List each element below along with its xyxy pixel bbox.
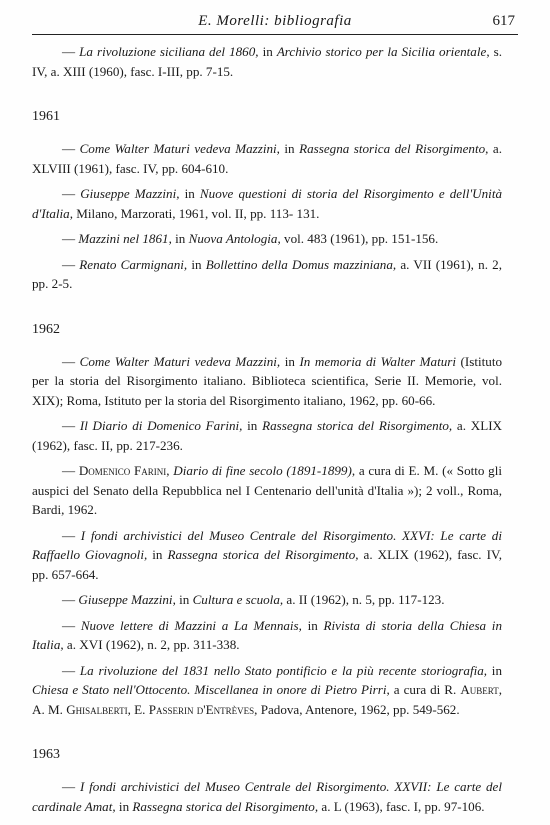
entry-title-italic: Rassegna storica del Risorgimento, bbox=[167, 547, 359, 562]
entry-text: a. VII (1961), n. 2, pp. 2-5. bbox=[32, 256, 502, 291]
entry-text: a. II (1962), n. 5, pp. 117-123. bbox=[283, 592, 445, 607]
entry-text: a. XLIX (1962), fasc. II, pp. 217-236. bbox=[32, 418, 503, 453]
running-head bbox=[32, 8, 518, 35]
year-heading: 1962 bbox=[32, 321, 60, 337]
bibliography-entry bbox=[32, 590, 502, 610]
entry-text: a. XLIX (1962), fasc. IV, pp. 657-664. bbox=[32, 547, 502, 582]
entry-title-italic: Il Diario di Domenico Farini, bbox=[79, 418, 243, 433]
entry-text: in bbox=[187, 256, 206, 272]
entry-text: — bbox=[62, 231, 79, 246]
section-1961 bbox=[32, 107, 502, 294]
entry-text: a. XVI (1962), n. 2, pp. 311-338. bbox=[63, 637, 240, 652]
entry-title-italic: Come Walter Maturi vedeva Mazzini, bbox=[79, 353, 281, 369]
entry-text: — bbox=[62, 418, 80, 433]
entry-text: , a. XLVIII (1961), fasc. IV, pp. 604-610. bbox=[32, 141, 503, 176]
running-title: E. Morelli: bibliografia bbox=[198, 13, 352, 29]
entry-text: vol. 483 (1961), pp. 151-156. bbox=[280, 231, 439, 246]
bibliography-entry bbox=[32, 526, 502, 585]
entry-text: in bbox=[147, 547, 168, 562]
entry-title-italic: Nuova Antologia, bbox=[188, 231, 281, 246]
entry-title-italic: Rassegna storica del Risorgimento bbox=[299, 141, 486, 156]
entry-title-italic: Renato Carmignani, bbox=[79, 256, 188, 272]
entry-title-italic: Rassegna storica del Risorgimento, bbox=[262, 418, 453, 433]
entry-text: — bbox=[62, 256, 80, 272]
entry-text: in bbox=[242, 418, 263, 433]
author-name: Passerin d'Entrèves bbox=[148, 701, 255, 717]
entry-title-italic: Come Walter Maturi vedeva Mazzini, bbox=[79, 141, 280, 156]
bibliography-entry bbox=[32, 42, 502, 81]
entry-text: — bbox=[62, 353, 80, 369]
author-name: Domenico Farini bbox=[78, 463, 167, 478]
bibliography-entry bbox=[32, 139, 502, 178]
entry-text: — bbox=[62, 592, 79, 607]
bibliography-body bbox=[32, 42, 502, 822]
entry-title-italic: Bollettino della Domus mazziniana, bbox=[205, 256, 397, 272]
entry-title-italic: Diario di fine secolo (1891-1899) bbox=[173, 463, 352, 478]
bibliography-entry bbox=[32, 352, 502, 411]
entry-title-italic: Mazzini nel 1861, bbox=[78, 231, 172, 246]
entry-title-italic: Nuove lettere di Mazzini a La Mennais, bbox=[80, 617, 302, 633]
entry-text: , bbox=[166, 463, 174, 478]
section-continuation bbox=[32, 42, 502, 81]
entry-text: in bbox=[280, 353, 300, 369]
entry-title-italic: Rassegna storica del Risorgimento, bbox=[132, 798, 319, 814]
entry-title-italic: Nuove questioni di storia del Risorgimento e dell'Unità d'Italia, bbox=[32, 186, 503, 221]
entry-title-italic: La rivoluzione siciliana del 1860, bbox=[79, 44, 259, 59]
bibliography-entry bbox=[32, 661, 502, 720]
entry-text: — bbox=[62, 141, 80, 156]
entry-text: , E. bbox=[127, 701, 149, 717]
entry-text: in bbox=[301, 617, 324, 633]
bibliography-entry bbox=[32, 255, 502, 294]
author-name: Ghisalberti bbox=[66, 701, 128, 717]
entry-text: — bbox=[62, 527, 81, 543]
entry-text: a. L (1963), fasc. I, pp. 97-106. bbox=[318, 798, 485, 814]
entry-text: — bbox=[62, 44, 80, 59]
entry-text: a cura di R. bbox=[389, 682, 461, 697]
page-number: 617 bbox=[492, 13, 515, 29]
entry-title-italic: Cultura e scuola, bbox=[192, 592, 284, 607]
entry-text: , A. M. bbox=[32, 682, 503, 717]
year-heading: 1963 bbox=[32, 747, 60, 762]
entry-text: (Istituto per la storia del Risorgimento italiano. Biblioteca scientifica, Serie II. Memorie, vol. XIX); Roma, Istituto per la storia del Risorgimento italiano, 1962, pp. 60-66. bbox=[32, 353, 503, 408]
bibliography-entry bbox=[32, 461, 502, 520]
bibliography-entry bbox=[32, 777, 502, 816]
author-name: Aubert bbox=[460, 682, 499, 697]
entry-text: Milano, Marzorati, 1961, vol. II, pp. 113- 131. bbox=[73, 205, 320, 221]
entry-title-italic: Giuseppe Mazzini, bbox=[78, 592, 176, 607]
entry-text: in bbox=[179, 186, 200, 201]
bibliography-entry bbox=[32, 416, 502, 455]
entry-title-italic: Chiesa e Stato nell'Ottocento. Miscellanea in onore di Pietro Pirri, bbox=[32, 682, 390, 697]
entry-title-italic: I fondi archivistici del Museo Centrale del Risorgimento. XXVII: Le carte del cardinale Amat, bbox=[32, 779, 502, 814]
entry-text: — bbox=[62, 463, 79, 478]
entry-text: in bbox=[279, 141, 300, 156]
entry-text: — bbox=[62, 617, 81, 633]
year-heading: 1961 bbox=[32, 109, 60, 124]
entry-text: in bbox=[487, 662, 502, 678]
entry-text: in bbox=[171, 231, 189, 246]
entry-title-italic: Archivio storico per la Sicilia orientale bbox=[276, 44, 487, 59]
entry-text: in bbox=[175, 592, 193, 607]
bibliography-entry bbox=[32, 184, 502, 223]
entry-text: in bbox=[258, 44, 277, 59]
entry-text: , a cura di E. M. (« Sotto gli auspici del Senato della Repubblica nel I Centenario dell'unità d'Italia »); 2 voll., Roma, Bardi, 1962. bbox=[32, 463, 503, 517]
entry-text: — bbox=[62, 662, 80, 678]
entry-text: in bbox=[115, 798, 133, 814]
section-1963 bbox=[32, 745, 502, 816]
entry-text: , s. IV, a. XIII (1960), fasc. I-III, pp. 7-15. bbox=[32, 44, 502, 79]
entry-title-italic: La rivoluzione del 1831 nello Stato pontificio e la più recente storiografia, bbox=[79, 662, 488, 678]
bibliography-entry bbox=[32, 616, 502, 655]
entry-text: — bbox=[62, 779, 80, 794]
bibliography-entry bbox=[32, 229, 502, 249]
entry-text: , Padova, Antenore, 1962, pp. 549-562. bbox=[254, 701, 460, 717]
entry-title-italic: Rivista di storia della Chiesa in Italia, bbox=[32, 617, 502, 652]
entry-title-italic: Giuseppe Mazzini, bbox=[80, 186, 180, 201]
entry-title-italic: I fondi archivistici del Museo Centrale del Risorgimento. XXVI: Le carte di Raffaello Giovagnoli, bbox=[32, 527, 502, 562]
entry-text: — bbox=[62, 186, 81, 201]
entry-title-italic: In memoria di Walter Maturi bbox=[299, 353, 457, 369]
section-1962 bbox=[32, 320, 502, 720]
